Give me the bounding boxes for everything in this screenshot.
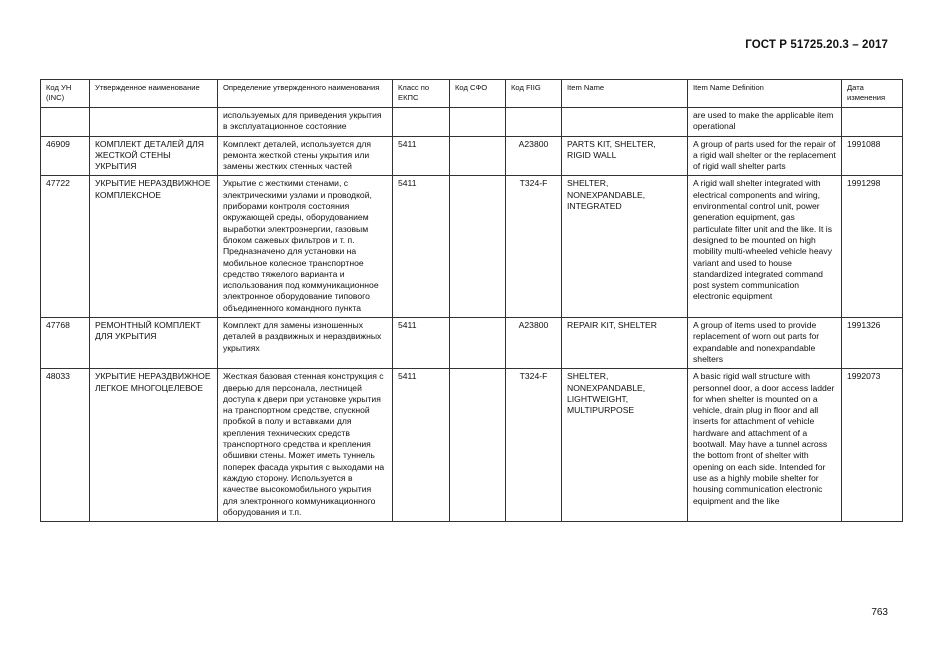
page-number: 763 <box>871 607 888 618</box>
cell-approved-name: УКРЫТИЕ НЕРАЗДВИЖНОЕ ЛЕГКОЕ МНОГОЦЕЛЕВОЕ <box>90 369 218 522</box>
table-row <box>41 176 903 318</box>
cell-item-name: PARTS KIT, SHELTER, RIGID WALL <box>562 136 688 176</box>
column-header-sfo-code: Код СФО <box>450 80 506 108</box>
column-header-fiig-code: Код FIIG <box>506 80 562 108</box>
cell-change-date: 1991088 <box>842 136 903 176</box>
cell-inc: 47722 <box>41 176 90 318</box>
cell-sfo-code <box>450 136 506 176</box>
column-header-item-name-definition: Item Name Definition <box>688 80 842 108</box>
cell-change-date: 1991326 <box>842 318 903 369</box>
classifier-table <box>40 79 903 522</box>
cell-inc <box>41 108 90 137</box>
cell-fiig-code: T324-F <box>506 369 562 522</box>
cell-approved-name: РЕМОНТНЫЙ КОМПЛЕКТ ДЛЯ УКРЫТИЯ <box>90 318 218 369</box>
cell-definition: Комплект деталей, используется для ремонта жесткой стены укрытия или замены жестких стенных частей <box>218 136 393 176</box>
cell-sfo-code <box>450 318 506 369</box>
cell-ekps-class: 5411 <box>393 318 450 369</box>
cell-ekps-class: 5411 <box>393 369 450 522</box>
table-header-row <box>41 80 903 108</box>
cell-ekps-class: 5411 <box>393 176 450 318</box>
column-header-item-name: Item Name <box>562 80 688 108</box>
cell-item-name-definition: A group of parts used for the repair of a rigid wall shelter or the replacement of rigid wall shelter parts <box>688 136 842 176</box>
cell-inc: 48033 <box>41 369 90 522</box>
cell-item-name <box>562 108 688 137</box>
cell-fiig-code: A23800 <box>506 318 562 369</box>
column-header-approved-name: Утвержденное наименование <box>90 80 218 108</box>
cell-fiig-code: T324-F <box>506 176 562 318</box>
cell-change-date: 1991298 <box>842 176 903 318</box>
cell-item-name: SHELTER, NONEXPANDABLE, LIGHTWEIGHT, MULTIPURPOSE <box>562 369 688 522</box>
column-header-ekps-class: Класс по ЕКПС <box>393 80 450 108</box>
cell-fiig-code: A23800 <box>506 136 562 176</box>
cell-definition: используемых для приведения укрытия в эксплуатационное состояние <box>218 108 393 137</box>
cell-item-name-definition: A rigid wall shelter integrated with electrical components and wiring, environmental control unit, power generation equipment, gas particulate filter unit and the like. It is designed to be mounted on high mobility multi-wheeled vehicle heavy variant and used to house standardized integrated command post system communication electronic equipment <box>688 176 842 318</box>
cell-definition: Жесткая базовая стенная конструкция с дверью для персонала, лестницей доступа к двери при установке укрытия на транспортном средстве, спускной пробкой в полу и вставками для крепления технических средств транспортного средства и крепления обшивки стены. Может иметь туннель поперек фасада укрытия с выходами на каждую сторону. Используется в качестве высокомобильного укрытия для электронного коммуникационного оборудования и т.п. <box>218 369 393 522</box>
cell-ekps-class <box>393 108 450 137</box>
cell-sfo-code <box>450 369 506 522</box>
cell-fiig-code <box>506 108 562 137</box>
cell-item-name-definition: are used to make the applicable item operational <box>688 108 842 137</box>
cell-change-date <box>842 108 903 137</box>
cell-item-name: REPAIR KIT, SHELTER <box>562 318 688 369</box>
cell-item-name: SHELTER, NONEXPANDABLE, INTEGRATED <box>562 176 688 318</box>
cell-inc: 46909 <box>41 136 90 176</box>
document-code: ГОСТ Р 51725.20.3 – 2017 <box>745 39 888 51</box>
cell-change-date: 1992073 <box>842 369 903 522</box>
cell-ekps-class: 5411 <box>393 136 450 176</box>
cell-item-name-definition: A basic rigid wall structure with personnel door, a door access ladder for when shelter is mounted on a vehicle, drain plug in floor and all inserts for attachment of vehicle hardware and attachment of a bootwall. May have a tunnel across the bottom front of shelter with opening on each side. Intended for use as a highly mobile shelter for housing communication electronic equipment and the like <box>688 369 842 522</box>
cell-sfo-code <box>450 108 506 137</box>
cell-approved-name <box>90 108 218 137</box>
cell-definition: Комплект для замены изношенных деталей в раздвижных и нераздвижных укрытиях <box>218 318 393 369</box>
column-header-definition: Определение утвержденного наименования <box>218 80 393 108</box>
cell-definition: Укрытие с жесткими стенами, с электрическими узлами и проводкой, приборами контроля состояния окружающей среды, оборудованием выработки электроэнергии, газовым блоком сажевых фильтров и т. п. Предназначено для установки на мобильное колесное транспортное средство тяжелого варианта и использования под коммуникационное электронное оборудование типового объединенного командного пункта <box>218 176 393 318</box>
table-row <box>41 108 903 137</box>
column-header-change-date: Дата изменения <box>842 80 903 108</box>
cell-approved-name: КОМПЛЕКТ ДЕТАЛЕЙ ДЛЯ ЖЕСТКОЙ СТЕНЫ УКРЫТИЯ <box>90 136 218 176</box>
cell-approved-name: УКРЫТИЕ НЕРАЗДВИЖНОЕ КОМПЛЕКСНОЕ <box>90 176 218 318</box>
cell-sfo-code <box>450 176 506 318</box>
table-row <box>41 318 903 369</box>
column-header-inc: Код УН (INC) <box>41 80 90 108</box>
table-row <box>41 369 903 522</box>
table-row <box>41 136 903 176</box>
cell-item-name-definition: A group of items used to provide replacement of worn out parts for expandable and nonexpandable shelters <box>688 318 842 369</box>
cell-inc: 47768 <box>41 318 90 369</box>
